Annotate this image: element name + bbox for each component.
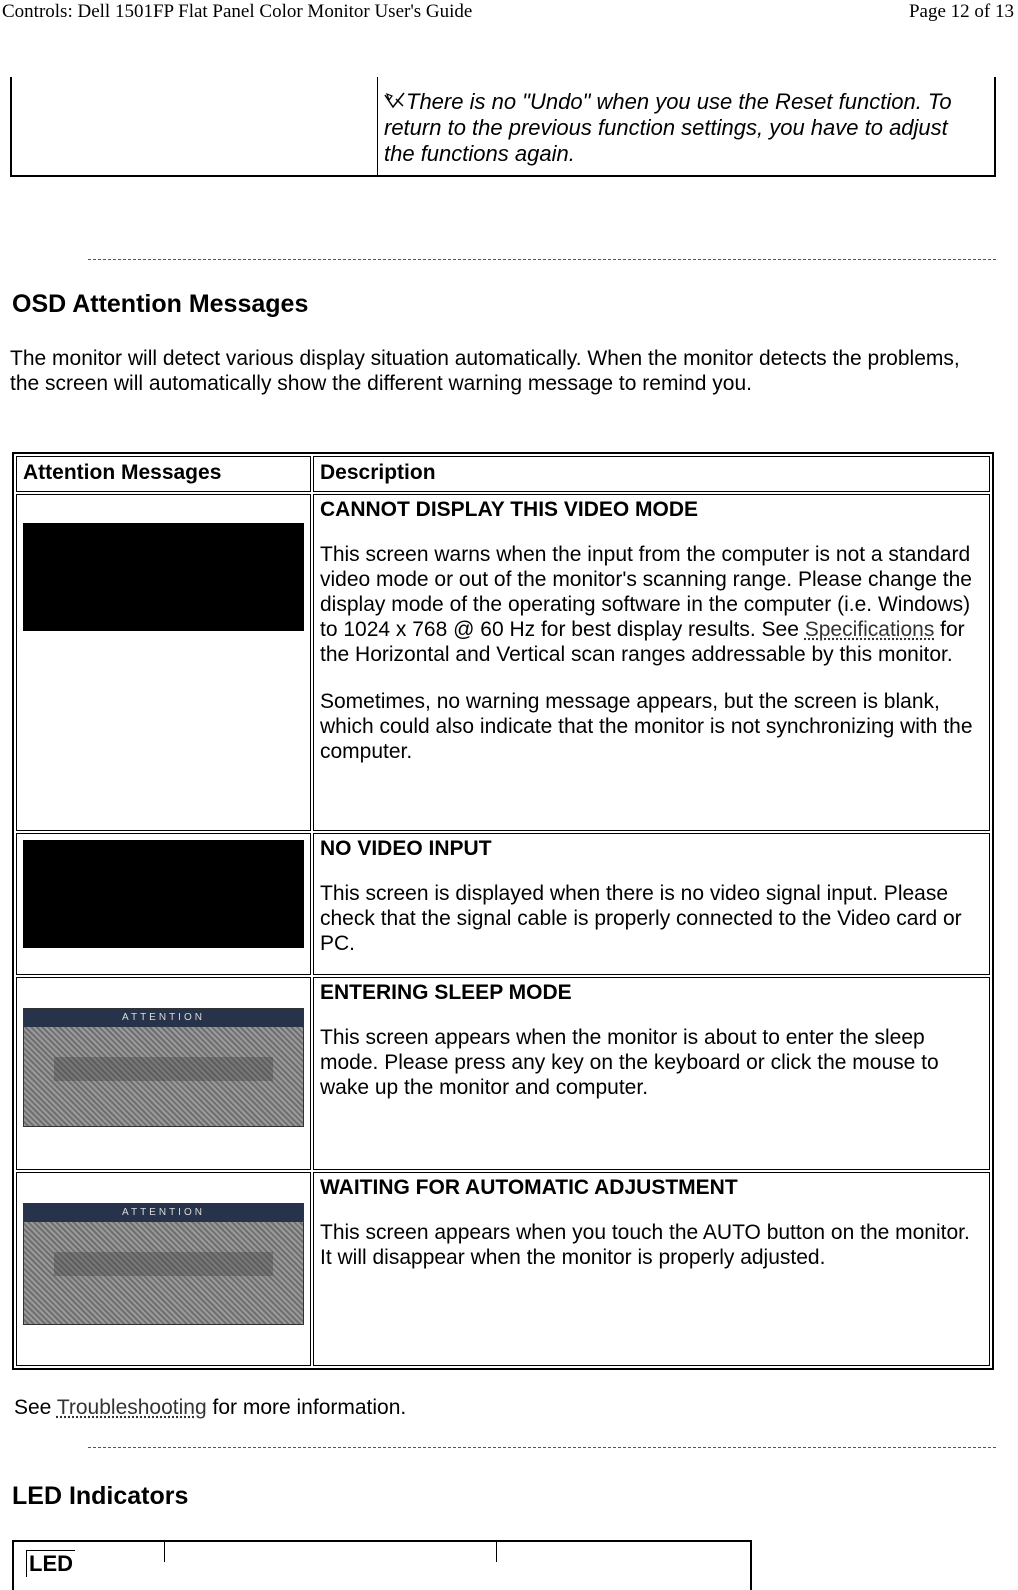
osd-screenshot-blank xyxy=(23,523,304,631)
note-pencil-icon xyxy=(384,91,406,111)
section-divider xyxy=(88,259,996,260)
table-row xyxy=(16,1172,990,1366)
osd-attention-bar: ATTENTION xyxy=(24,1204,303,1222)
message-title: NO VIDEO INPUT xyxy=(320,837,492,860)
table-row xyxy=(16,833,990,975)
message-screenshot-cell xyxy=(16,977,311,1170)
column-header-attention: Attention Messages xyxy=(16,456,311,492)
message-description: This screen warns when the input from the computer is not a standard video mode or out of the monitor's scanning range. Please change the display mode of the operating software in the computer (i.e. Windows) to 1024 x 768 @ 60 Hz for best display results. See Specifications for the Horizontal and Vertical scan ranges addressable by this monitor. xyxy=(320,543,972,666)
section-intro: The monitor will detect various display situation automatically. When the monitor detects the problems, the screen will automatically show the different warning message to remind you. xyxy=(10,347,960,395)
osd-attention-bar: ATTENTION xyxy=(24,1009,303,1027)
message-screenshot-cell xyxy=(16,833,311,975)
message-title: CANNOT DISPLAY THIS VIDEO MODE xyxy=(320,498,699,521)
attention-messages-table xyxy=(12,452,994,1370)
column-header-description: Description xyxy=(313,456,990,492)
message-description-cell xyxy=(313,833,990,975)
table-row xyxy=(16,977,990,1170)
led-table-header: LED xyxy=(26,1550,75,1577)
section-title-led: LED Indicators xyxy=(12,1482,189,1510)
osd-screenshot-blank xyxy=(23,840,304,948)
message-title: ENTERING SLEEP MODE xyxy=(320,981,572,1004)
message-description: This screen is displayed when there is no video signal input. Please check that the signal cable is properly connected to the Video card or PC. xyxy=(320,882,962,955)
section-divider xyxy=(88,1447,996,1448)
osd-message-band xyxy=(54,1252,273,1276)
section-title-osd: OSD Attention Messages xyxy=(12,290,309,318)
led-table-divider xyxy=(496,1542,497,1562)
troubleshooting-link[interactable]: Troubleshooting xyxy=(56,1396,207,1419)
header-page-number: Page 12 of 13 xyxy=(908,1,1014,22)
note-divider xyxy=(377,77,378,175)
note-text-block xyxy=(384,89,984,167)
message-description-cell xyxy=(313,977,990,1170)
specifications-link[interactable]: Specifications xyxy=(804,618,935,641)
page-header xyxy=(0,0,1018,28)
message-screenshot-cell xyxy=(16,494,311,831)
message-description: This screen appears when you touch the AUTO button on the monitor. It will disappear when the monitor is properly adjusted. xyxy=(320,1221,970,1269)
note-box xyxy=(10,77,996,177)
message-description-cell xyxy=(313,1172,990,1366)
osd-message-band xyxy=(54,1057,273,1081)
table-header-row xyxy=(16,456,990,492)
note-text: There is no "Undo" when you use the Reset function. To return to the previous function settings, you have to adjust the functions again. xyxy=(384,89,952,166)
message-title: WAITING FOR AUTOMATIC ADJUSTMENT xyxy=(320,1176,738,1199)
led-table-top xyxy=(12,1540,752,1590)
message-description: This screen appears when the monitor is about to enter the sleep mode. Please press any key on the keyboard or click the mouse to wake up the monitor and computer. xyxy=(320,1026,939,1099)
table-row xyxy=(16,494,990,831)
osd-screenshot-attention xyxy=(23,1008,304,1127)
see-also-text: See Troubleshooting for more information. xyxy=(14,1396,407,1419)
header-title: Controls: Dell 1501FP Flat Panel Color Monitor User's Guide xyxy=(2,1,473,22)
message-note: Sometimes, no warning message appears, but the screen is blank, which could also indicate that the monitor is not synchronizing with the computer. xyxy=(320,690,973,763)
message-screenshot-cell xyxy=(16,1172,311,1366)
osd-screenshot-attention xyxy=(23,1203,304,1325)
message-description-cell xyxy=(313,494,990,831)
led-table-divider xyxy=(164,1542,165,1562)
